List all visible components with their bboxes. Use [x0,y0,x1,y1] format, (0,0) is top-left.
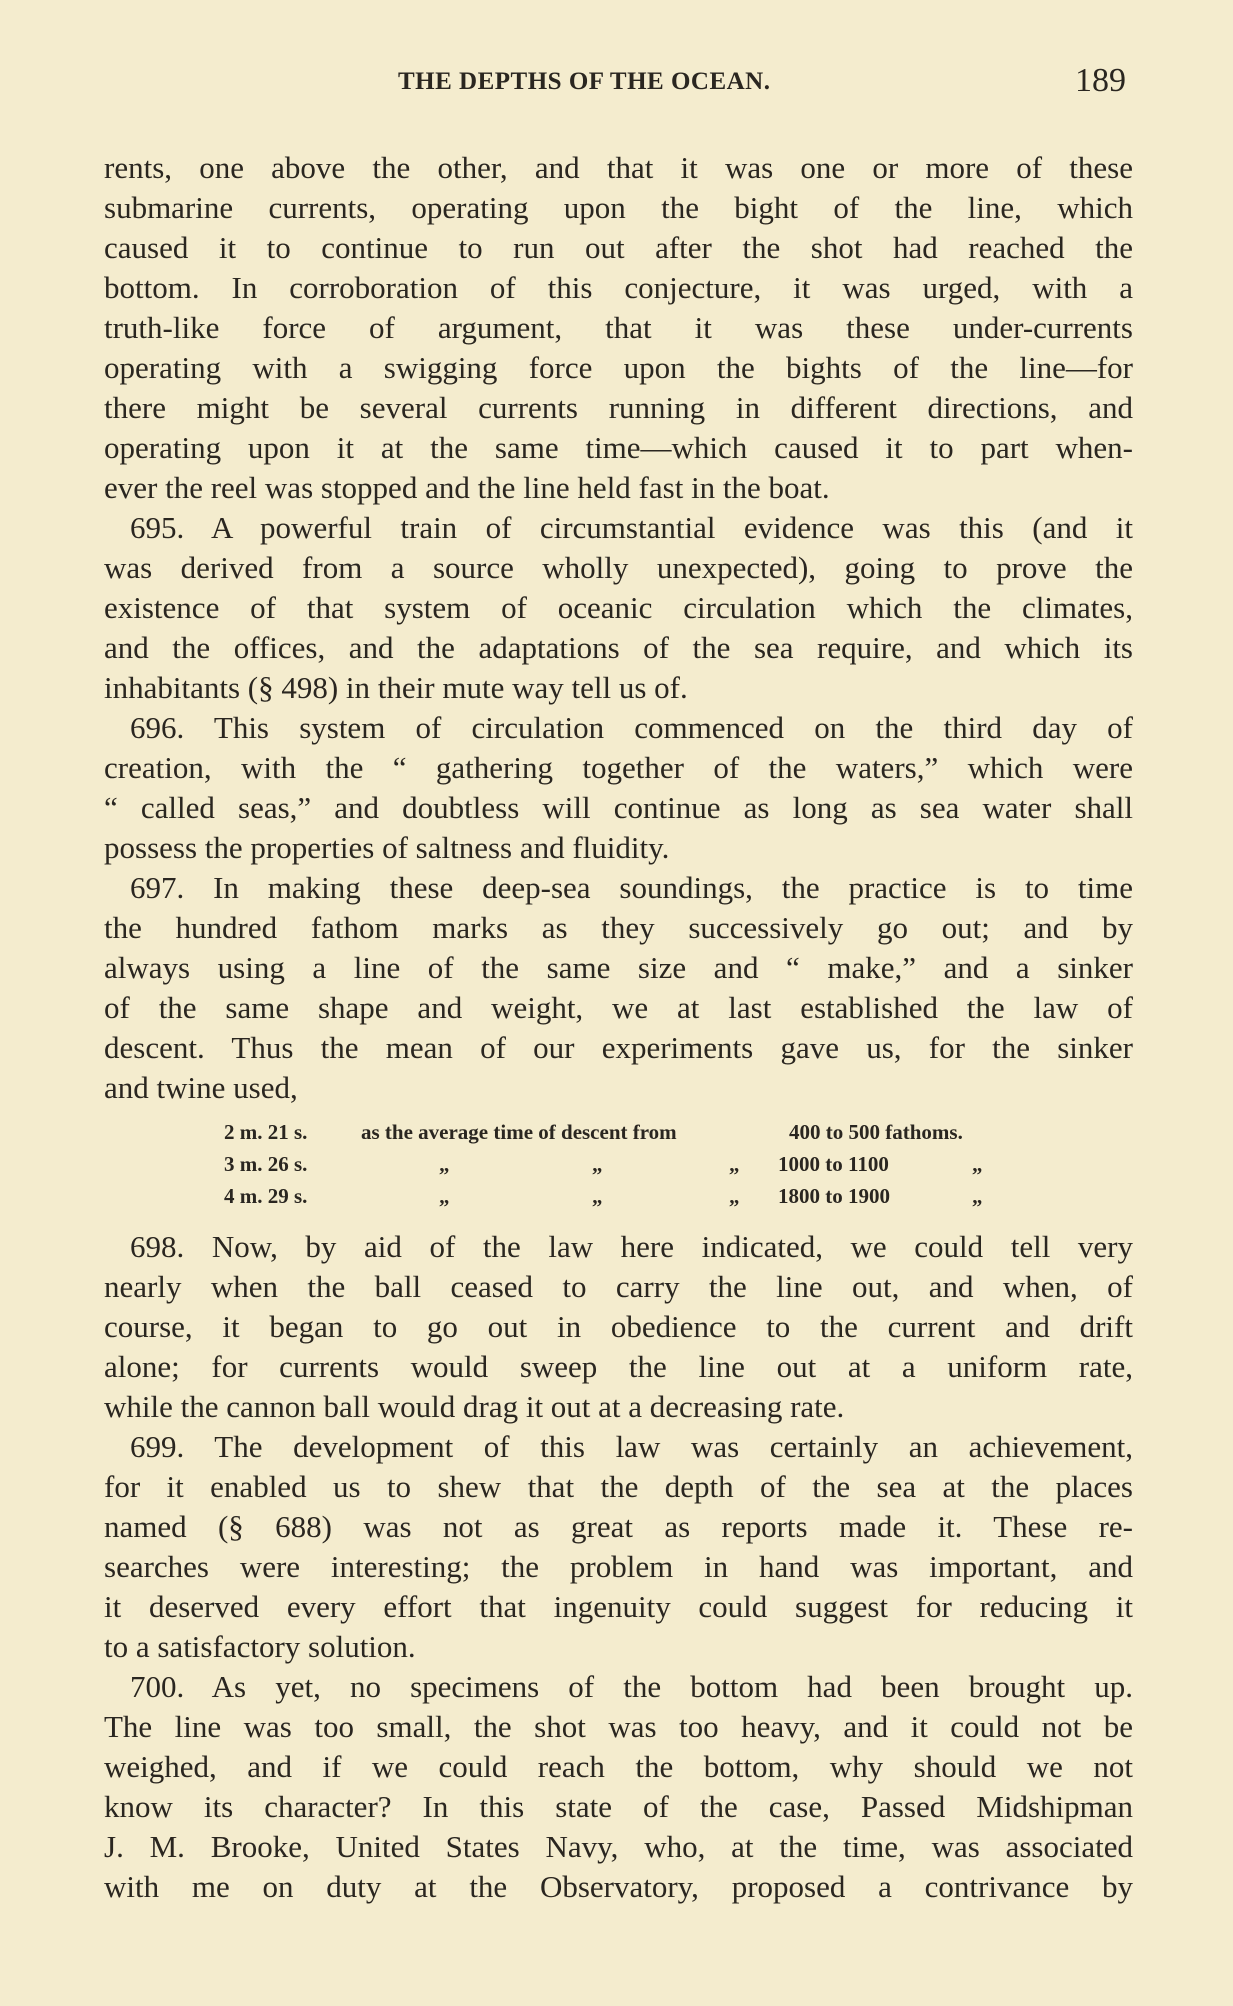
table-cell-d2: „ [592,1184,603,1208]
text-line: there might be several currents running in different directions, and [104,390,1133,425]
text-line: J. M. Brooke, United States Navy, who, at the time, was associated [104,1829,1133,1864]
text-line: and twine used, [104,1070,298,1105]
text-line: to a satisfactory solution. [104,1629,416,1664]
text-line: course, it began to go out in obedience to the current and drift [104,1309,1133,1344]
text-line: possess the properties of saltness and fluidity. [104,830,670,865]
text-line: rents, one above the other, and that it was one or more of these [104,150,1133,185]
text-line: descent. Thus the mean of our experiments gave us, for the sinker [104,1030,1133,1065]
text-line: “ called seas,” and doubtless will continue as long as sea water shall [104,790,1133,825]
table-cell-d3: „ [729,1152,740,1176]
text-line: searches were interesting; the problem in hand was important, and [104,1549,1133,1584]
text-line: the hundred fathom marks as they successively go out; and by [104,910,1133,945]
table-cell-range: 400 to 500 fathoms. [789,1120,963,1144]
text-line: operating with a swigging force upon the bights of the line—for [104,350,1133,385]
text-line: 700. As yet, no specimens of the bottom had been brought up. [130,1669,1133,1704]
text-line: of the same shape and weight, we at last established the law of [104,990,1133,1025]
table-cell-desc: as the average time of descent from [361,1120,677,1144]
text-line: inhabitants (§ 498) in their mute way tell us of. [104,670,688,705]
table-cell-d1: „ [439,1184,450,1208]
text-line: with me on duty at the Observatory, proposed a contrivance by [104,1869,1133,1904]
text-line: and the offices, and the adaptations of the sea require, and which its [104,630,1133,665]
text-line: caused it to continue to run out after the shot had reached the [104,230,1133,265]
text-line: it deserved every effort that ingenuity could suggest for reducing it [104,1589,1133,1624]
text-line: creation, with the “ gathering together of the waters,” which were [104,750,1133,785]
text-line: existence of that system of oceanic circulation which the climates, [104,590,1133,625]
text-line: was derived from a source wholly unexpected), going to prove the [104,550,1133,585]
text-line: operating upon it at the same time—which caused it to part when- [104,430,1133,465]
text-line: while the cannon ball would drag it out at a decreasing rate. [104,1389,845,1424]
text-line: named (§ 688) was not as great as reports made it. These re- [104,1509,1133,1544]
text-line: 696. This system of circulation commenced on the third day of [130,710,1133,745]
table-cell-range: 1000 to 1100 [778,1152,889,1176]
text-line: The line was too small, the shot was too heavy, and it could not be [104,1709,1133,1744]
table-cell-time: 4 m. 29 s. [224,1184,308,1208]
text-line: always using a line of the same size and “ make,” and a sinker [104,950,1133,985]
running-title: THE DEPTHS OF THE OCEAN. [398,68,771,95]
text-line: nearly when the ball ceased to carry the line out, and when, of [104,1269,1133,1304]
text-line: weighed, and if we could reach the bottom, why should we not [104,1749,1133,1784]
text-line: truth-like force of argument, that it was these under-currents [104,310,1133,345]
table-cell-time: 3 m. 26 s. [224,1152,308,1176]
table-cell-time: 2 m. 21 s. [224,1120,308,1144]
text-line: alone; for currents would sweep the line out at a uniform rate, [104,1349,1133,1384]
text-line: know its character? In this state of the case, Passed Midshipman [104,1789,1133,1824]
text-line: submarine currents, operating upon the bight of the line, which [104,190,1133,225]
text-line: 697. In making these deep-sea soundings, the practice is to time [130,870,1133,905]
table-cell-d4: „ [972,1184,983,1208]
table-cell-d4: „ [972,1152,983,1176]
text-line: bottom. In corroboration of this conjecture, it was urged, with a [104,270,1133,305]
page-number: 189 [1075,62,1126,99]
text-line: 698. Now, by aid of the law here indicated, we could tell very [130,1229,1133,1264]
text-line: for it enabled us to shew that the depth of the sea at the places [104,1469,1133,1504]
text-line: 695. A powerful train of circumstantial evidence was this (and it [130,510,1133,545]
table-cell-range: 1800 to 1900 [778,1184,890,1208]
text-line: ever the reel was stopped and the line held fast in the boat. [104,470,830,505]
table-cell-d3: „ [729,1184,740,1208]
table-cell-d2: „ [592,1152,603,1176]
text-line: 699. The development of this law was certainly an achievement, [130,1429,1133,1464]
table-cell-d1: „ [439,1152,450,1176]
